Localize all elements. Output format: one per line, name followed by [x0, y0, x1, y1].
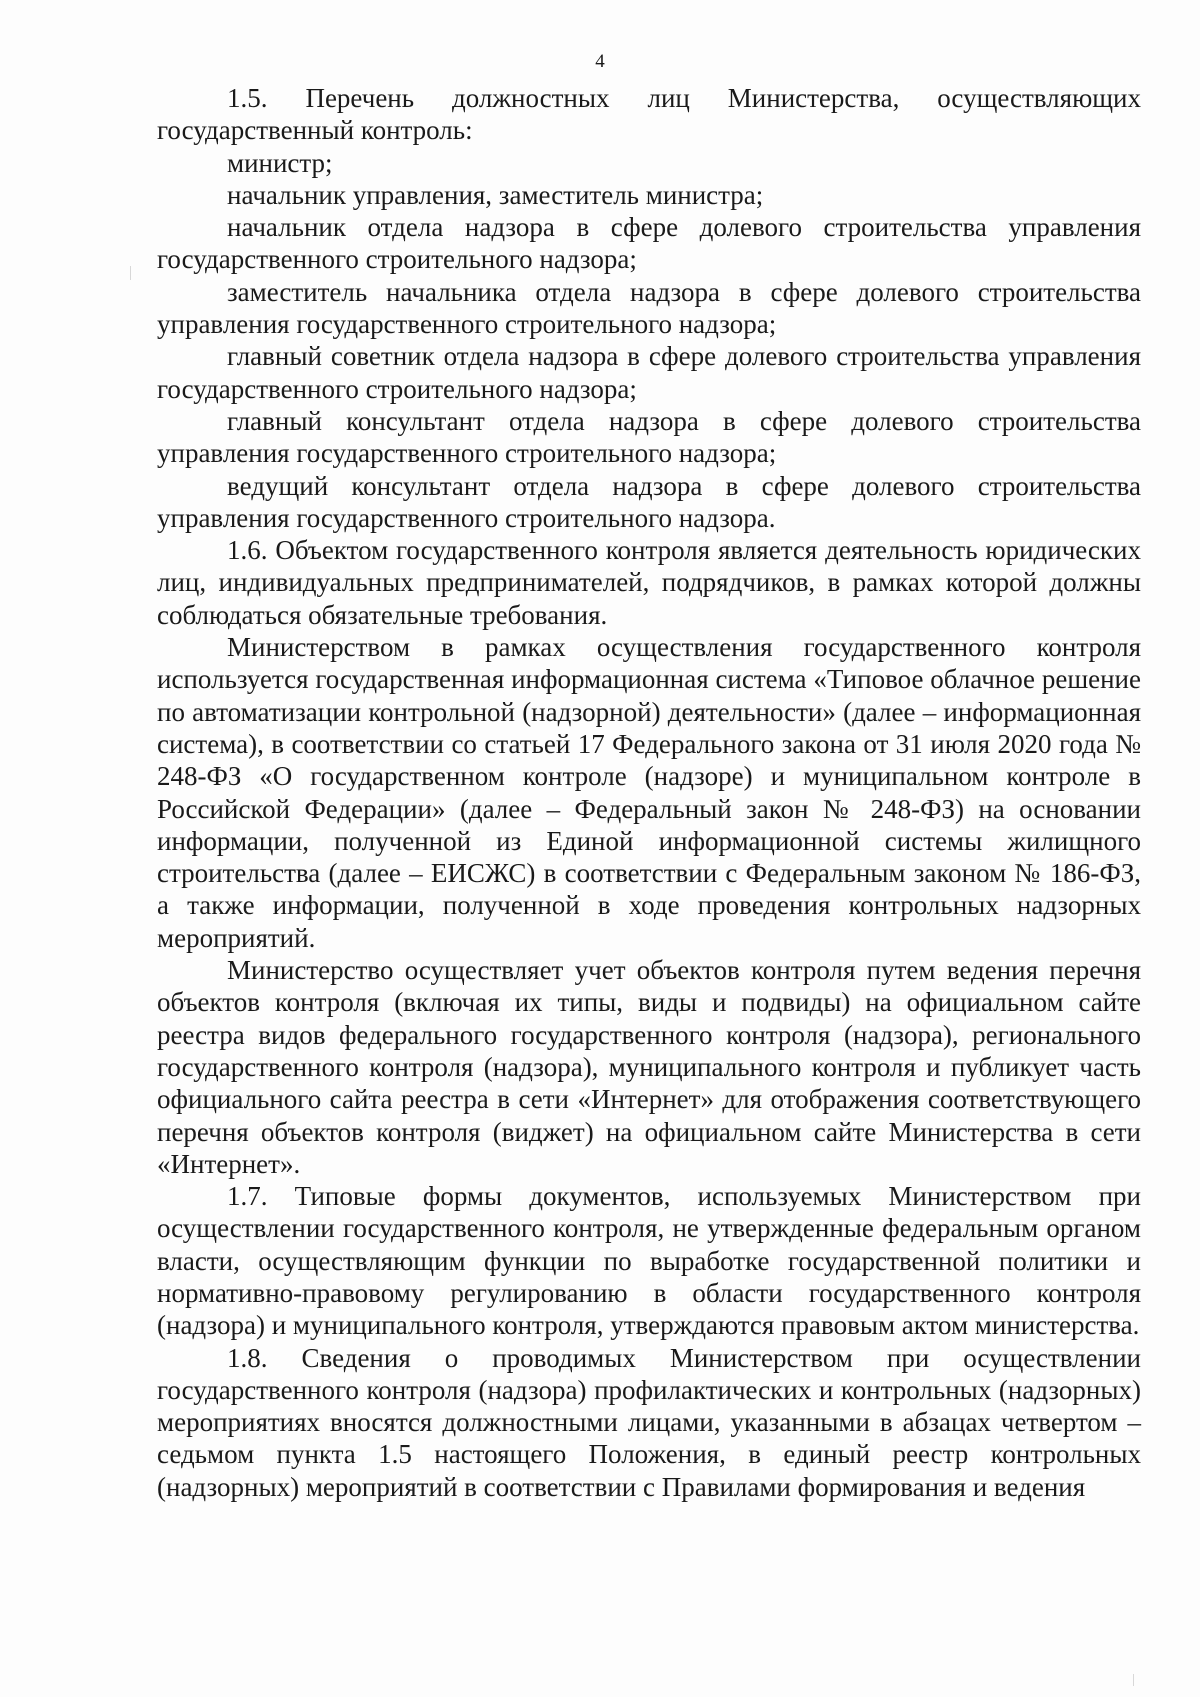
scan-artifact-bottom [1133, 1674, 1134, 1686]
list-item-deputy-head-of-division: заместитель начальника отдела надзора в сфере долевого строительства управления государственного строительного надзора; [157, 276, 1141, 340]
paragraph-1-5: 1.5. Перечень должностных лиц Министерства, осуществляющих государственный контроль: [157, 83, 1141, 146]
list-item-chief-consultant: главный консультант отдела надзора в сфере долевого строительства управления государственного строительного надзора; [157, 405, 1141, 469]
paragraph-1-7: 1.7. Типовые формы документов, используемых Министерством при осуществлении государственного контроля, не утвержденные федеральным органом власти, осуществляющим функции по выработке государственной политики и нормативно-правовому регулированию в области государственного контроля (надзора) и муниципального контроля, утверждаются правовым актом министерства. [157, 1181, 1141, 1341]
list-item-leading-consultant: ведущий консультант отдела надзора в сфере долевого строительства управления государственного строительного надзора. [157, 470, 1141, 533]
document-body [157, 82, 1141, 1503]
paragraph-1-8: 1.8. Сведения о проводимых Министерством при осуществлении государственного контроля (надзора) профилактических и контрольных (надзорных) мероприятиях вносятся должностными лицами, указанными в абзацах четвертом – седьмом пункта 1.5 настоящего Положения, в единый реестр контрольных (надзорных) мероприятий в соответствии с Правилами формирования и ведения [157, 1342, 1141, 1502]
scan-artifact-left [130, 266, 131, 280]
list-item-minister: министр; [227, 147, 333, 178]
list-item-chief-advisor: главный советник отдела надзора в сфере долевого строительства управления государственного строительного надзора; [157, 341, 1141, 404]
page-number: 4 [595, 51, 605, 72]
paragraph-1-6: 1.6. Объектом государственного контроля является деятельность юридических лиц, индивидуальных предпринимателей, подрядчиков, в рамках которой должны соблюдаться обязательные требования. [157, 535, 1141, 630]
list-item-head-of-division: начальник отдела надзора в сфере долевого строительства управления государственного строительного надзора; [157, 212, 1141, 275]
list-item-head-of-department: начальник управления, заместитель министра; [227, 179, 764, 210]
paragraph-information-system: Министерством в рамках осуществления государственного контроля используется государственная информационная система «Типовое облачное решение по автоматизации контрольной (надзорной) деятельности» (далее – информационная система), в соответствии со статьей 17 Федерального закона от 31 июля 2020 года № 248-ФЗ «О государственном контроле (надзоре) и муниципальном контроле в Российской Федерации» (далее – Федеральный закон № 248-ФЗ) на основании информации, полученной из Единой информационной системы жилищного строительства (далее – ЕИСЖС) в соответствии с Федеральным законом № 186-ФЗ, а также информации, полученной в ходе проведения контрольных надзорных мероприятий. [157, 632, 1141, 953]
paragraph-control-objects-registry: Министерство осуществляет учет объектов контроля путем ведения перечня объектов контроля (включая их типы, виды и подвиды) на официальном сайте реестра видов федерального государственного контроля (надзора), регионального государственного контроля (надзора), муниципального контроля и публикует часть официального сайта реестра в сети «Интернет» для отображения соответствующего перечня объектов контроля (виджет) на официальном сайте Министерства в сети «Интернет». [157, 955, 1141, 1179]
